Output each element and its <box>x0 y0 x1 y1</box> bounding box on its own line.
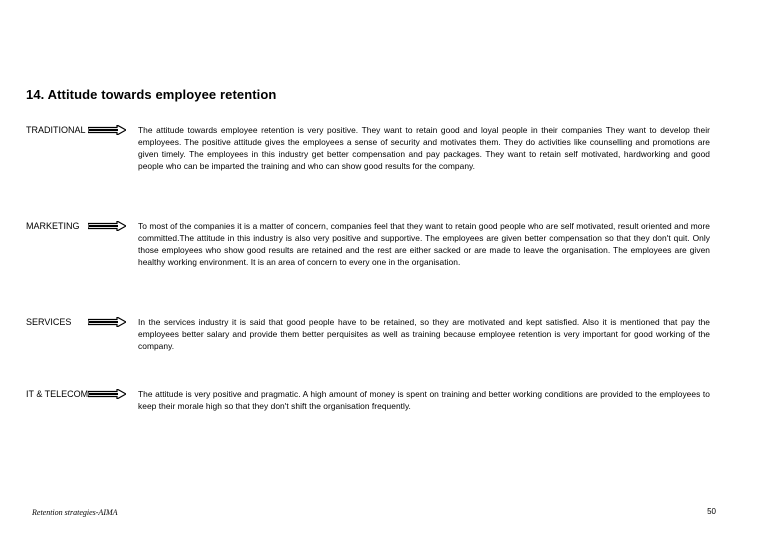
row-description: The attitude towards employee retention is very positive. They want to retain good and loyal people in their companies They want to develop their employees. The positive attitude gives the employees a sense of security and motivates them. They do activities like counselling and promotions are given timely. The employees in this industry get better compensation and pay packages. They want to retain self motivated, hardworking and good people who can be imparted the training and who can show good results for the company. <box>138 125 710 171</box>
row-description: The attitude is very positive and pragmatic. A high amount of money is spent on training and better working conditions are provided to the employees to keep their morale high so that they don't shift the organisation frequently. <box>138 389 710 411</box>
right-arrow-icon <box>88 221 126 231</box>
row-description: To most of the companies it is a matter of concern, companies feel that they want to retain good people who are self motivated, result oriented and more committed.The attitude in this industry is also very positive and supportive. The employees are given better compensation so that they don't quit. Only those employees who show good results are retained and the rest are either sacked or are made to leave the organisation. The employees are given healthy working environment. It is an area of concern to every one in the organisation. <box>138 221 710 267</box>
row-description: In the services industry it is said that good people have to be retained, so they are motivated and kept satisfied. Also it is mentioned that pay the employees better salary and provide them better perquisites as well as training because employee retention is very important for good working of the company. <box>138 317 710 351</box>
page-number: 50 <box>707 507 716 516</box>
footer-source: Retention strategies-AIMA <box>32 508 118 517</box>
right-arrow-icon <box>88 317 126 327</box>
row-label: SERVICES <box>26 317 72 327</box>
right-arrow-icon <box>88 389 126 399</box>
right-arrow-icon <box>88 125 126 135</box>
page-title: 14. Attitude towards employee retention <box>26 87 277 102</box>
row-label: MARKETING <box>26 221 80 231</box>
row-label: IT & TELECOM <box>26 389 89 399</box>
row-label: TRADITIONAL <box>26 125 86 135</box>
